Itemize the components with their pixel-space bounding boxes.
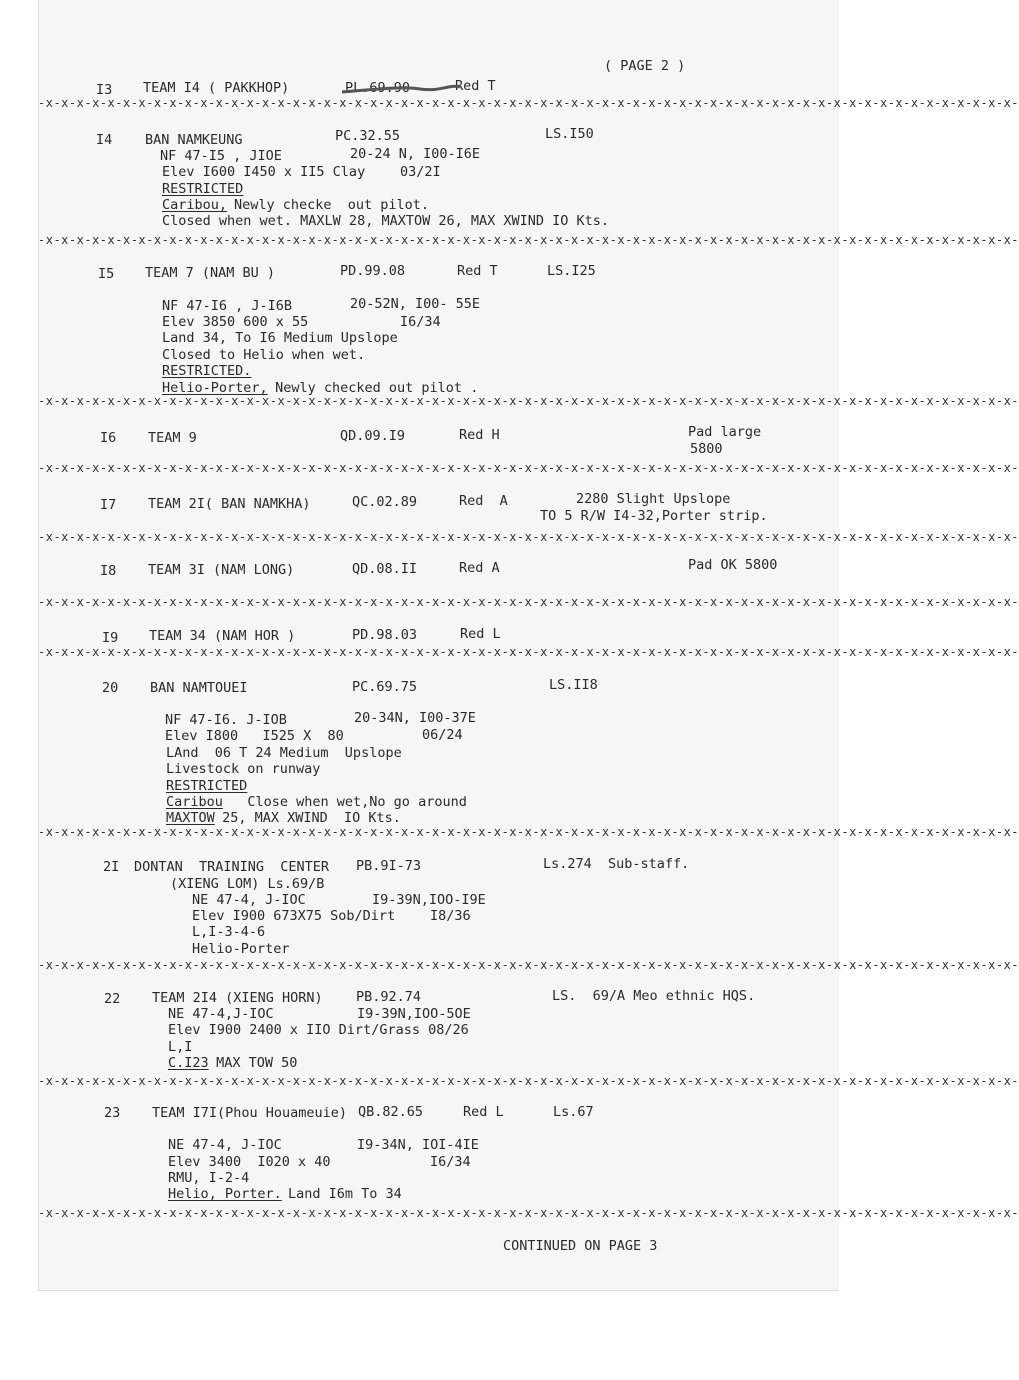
entry-21-runway: I8/36	[430, 908, 471, 924]
entry-21-chart: NE 47-4, J-IOC	[192, 892, 306, 908]
entry-15-latlong: 20-52N, I00- 55E	[350, 296, 481, 312]
entry-18-note: Red A	[459, 560, 500, 576]
entry-18-name: TEAM 3I (NAM LONG)	[148, 562, 295, 578]
entry-22-ls: LS. 69/A Meo ethnic HQS.	[552, 988, 756, 1004]
entry-20-chart: NF 47-I6. J-IOB	[165, 712, 287, 728]
entry-14-elev: Elev I600 I450 x II5 Clay	[162, 164, 366, 180]
page-number: ( PAGE 2 )	[604, 58, 686, 74]
entry-22-codes: L,I	[168, 1039, 193, 1055]
entry-15-landing: Land 34, To I6 Medium Upslope	[162, 330, 398, 346]
entry-19-name: TEAM 34 (NAM HOR )	[149, 628, 296, 644]
entry-18-coord: QD.08.II	[352, 561, 418, 577]
entry-16-remark-2: 5800	[690, 441, 723, 457]
entry-23-name: TEAM I7I(Phou Houameuie)	[152, 1105, 348, 1121]
entry-22-chart: NE 47-4,J-IOC	[168, 1006, 274, 1022]
entry-21-codes: L,I-3-4-6	[192, 924, 266, 940]
entry-21-number: 2I	[103, 859, 120, 875]
separator-line: -x-x-x-x-x-x-x-x-x-x-x-x-x-x-x-x-x-x-x-x-x-x-x-x-x-x-x-x-x-x-x-x-x-x-x-x-x-x-x-x-x-x-x-x-x-x-x-x-x-x-x-x-x-x-x-x-x-x-x-x-x-x-x-	[38, 530, 1019, 544]
separator-line: -x-x-x-x-x-x-x-x-x-x-x-x-x-x-x-x-x-x-x-x-x-x-x-x-x-x-x-x-x-x-x-x-x-x-x-x-x-x-x-x-x-x-x-x-x-x-x-x-x-x-x-x-x-x-x-x-x-x-x-x-x-x-x-	[38, 233, 1019, 247]
entry-20-ls: LS.II8	[549, 677, 598, 693]
entry-23-number: 23	[104, 1105, 121, 1121]
entry-15-number: I5	[98, 266, 115, 282]
entry-20-number: 20	[102, 680, 119, 696]
entry-15-note: Red T	[457, 263, 498, 279]
entry-15-coord: PD.99.08	[340, 263, 406, 279]
entry-14-latlong: 20-24 N, I00-I6E	[350, 146, 481, 162]
entry-23-ls: Ls.67	[553, 1104, 594, 1120]
entry-14-runway: 03/2I	[400, 164, 441, 180]
entry-21-coord: PB.9I-73	[356, 858, 422, 874]
entry-15-name: TEAM 7 (NAM BU )	[145, 265, 276, 281]
entry-20-hazard: Livestock on runway	[166, 761, 321, 777]
entry-20-restricted: RESTRICTED	[166, 778, 248, 794]
entry-15-pilot-note: Newly checked out pilot .	[267, 380, 479, 396]
separator-line: -x-x-x-x-x-x-x-x-x-x-x-x-x-x-x-x-x-x-x-x-x-x-x-x-x-x-x-x-x-x-x-x-x-x-x-x-x-x-x-x-x-x-x-x-x-x-x-x-x-x-x-x-x-x-x-x-x-x-x-x-x-x-x-	[38, 96, 1019, 110]
entry-22-latlong: I9-39N,IOO-5OE	[357, 1006, 471, 1022]
entry-17-note: Red A	[459, 493, 508, 509]
entry-20-elev: Elev I800 I525 X 80	[165, 728, 344, 744]
continuation-note: CONTINUED ON PAGE 3	[503, 1238, 658, 1254]
entry-14-pilot-note: Newly checke out pilot.	[234, 197, 430, 213]
separator-line: -x-x-x-x-x-x-x-x-x-x-x-x-x-x-x-x-x-x-x-x-x-x-x-x-x-x-x-x-x-x-x-x-x-x-x-x-x-x-x-x-x-x-x-x-x-x-x-x-x-x-x-x-x-x-x-x-x-x-x-x-x-x-x-	[38, 958, 1019, 972]
entry-23-runway: I6/34	[430, 1154, 471, 1170]
separator-line: -x-x-x-x-x-x-x-x-x-x-x-x-x-x-x-x-x-x-x-x-x-x-x-x-x-x-x-x-x-x-x-x-x-x-x-x-x-x-x-x-x-x-x-x-x-x-x-x-x-x-x-x-x-x-x-x-x-x-x-x-x-x-x-	[38, 1074, 1019, 1088]
entry-20-landing: LAnd 06 T 24 Medium Upslope	[166, 745, 402, 761]
entry-14-number: I4	[96, 132, 113, 148]
entry-15-elev: Elev 3850 600 x 55	[162, 314, 309, 330]
entry-20-latlong: 20-34N, I00-37E	[354, 710, 476, 726]
entry-15-restricted: RESTRICTED.	[162, 363, 252, 379]
entry-20-coord: PC.69.75	[352, 679, 418, 695]
entry-21-aircraft: Helio-Porter	[192, 941, 290, 957]
entry-17-number: I7	[100, 497, 117, 513]
entry-16-note: Red H	[459, 427, 500, 443]
entry-16-name: TEAM 9	[148, 430, 197, 446]
entry-20-maxtow-label: MAXTOW	[166, 810, 215, 826]
entry-23-coord: QB.82.65	[358, 1104, 424, 1120]
entry-21-latlong: I9-39N,IOO-I9E	[372, 892, 486, 908]
entry-14-limits: Closed when wet. MAXLW 28, MAXTOW 26, MAX XWIND IO Kts.	[162, 213, 610, 229]
entry-15-ls: LS.I25	[547, 263, 596, 279]
entry-22-coord: PB.92.74	[356, 989, 422, 1005]
separator-line: -x-x-x-x-x-x-x-x-x-x-x-x-x-x-x-x-x-x-x-x-x-x-x-x-x-x-x-x-x-x-x-x-x-x-x-x-x-x-x-x-x-x-x-x-x-x-x-x-x-x-x-x-x-x-x-x-x-x-x-x-x-x-x-	[38, 1206, 1019, 1220]
entry-20-aircraft: Caribou	[166, 794, 223, 810]
entry-19-note: Red L	[460, 626, 501, 642]
separator-line: -x-x-x-x-x-x-x-x-x-x-x-x-x-x-x-x-x-x-x-x-x-x-x-x-x-x-x-x-x-x-x-x-x-x-x-x-x-x-x-x-x-x-x-x-x-x-x-x-x-x-x-x-x-x-x-x-x-x-x-x-x-x-x-	[38, 461, 1019, 475]
separator-line: -x-x-x-x-x-x-x-x-x-x-x-x-x-x-x-x-x-x-x-x-x-x-x-x-x-x-x-x-x-x-x-x-x-x-x-x-x-x-x-x-x-x-x-x-x-x-x-x-x-x-x-x-x-x-x-x-x-x-x-x-x-x-x-	[38, 595, 1019, 609]
entry-20-runway: 06/24	[422, 727, 463, 743]
entry-15-aircraft: Helio-Porter,	[162, 380, 268, 396]
entry-14-name: BAN NAMKEUNG	[145, 132, 243, 148]
separator-line: -x-x-x-x-x-x-x-x-x-x-x-x-x-x-x-x-x-x-x-x-x-x-x-x-x-x-x-x-x-x-x-x-x-x-x-x-x-x-x-x-x-x-x-x-x-x-x-x-x-x-x-x-x-x-x-x-x-x-x-x-x-x-x-	[38, 645, 1019, 659]
entry-21-alt-name: (XIENG LOM) Ls.69/B	[170, 876, 325, 892]
entry-18-number: I8	[100, 563, 117, 579]
entry-19-coord: PD.98.03	[352, 627, 418, 643]
entry-13-name: TEAM I4 ( PAKKHOP)	[143, 80, 290, 96]
entry-13-note: Red T	[455, 78, 496, 94]
entry-16-number: I6	[100, 430, 117, 446]
entry-21-elev: Elev I900 673X75 Sob/Dirt	[192, 908, 396, 924]
entry-15-closure: Closed to Helio when wet.	[162, 347, 366, 363]
entry-20-closure: Close when wet,No go around	[223, 794, 467, 810]
entry-22-elev: Elev I900 2400 x IIO Dirt/Grass 08/26	[168, 1022, 469, 1038]
entry-17-remark-2: TO 5 R/W I4-32,Porter strip.	[540, 508, 768, 524]
entry-13-coord: PL.69.90	[345, 80, 411, 96]
entry-13-number: I3	[96, 82, 113, 98]
entry-16-coord: QD.09.I9	[340, 428, 406, 444]
entry-23-elev: Elev 3400 I020 x 40	[168, 1154, 331, 1170]
entry-14-restricted: RESTRICTED	[162, 181, 244, 197]
entry-16-remark: Pad large	[688, 424, 762, 440]
entry-17-coord: QC.02.89	[352, 494, 418, 510]
entry-14-ls: LS.I50	[545, 126, 594, 142]
entry-14-coord: PC.32.55	[335, 128, 401, 144]
entry-23-latlong: I9-34N, IOI-4IE	[357, 1137, 479, 1153]
entry-19-number: I9	[102, 630, 119, 646]
entry-22-number: 22	[104, 991, 121, 1007]
entry-14-chart: NF 47-I5 , JIOE	[160, 148, 282, 164]
entry-15-runway: I6/34	[400, 314, 441, 330]
entry-20-limits: 25, MAX XWIND IO Kts.	[214, 810, 401, 826]
entry-14-aircraft: Caribou,	[162, 197, 228, 213]
entry-23-note: Red L	[463, 1104, 504, 1120]
entry-23-landing: Land I6m To 34	[288, 1186, 402, 1202]
entry-20-name: BAN NAMTOUEI	[150, 680, 248, 696]
entry-18-remark: Pad OK 5800	[688, 557, 778, 573]
entry-23-codes: RMU, I-2-4	[168, 1170, 250, 1186]
entry-22-name: TEAM 2I4 (XIENG HORN)	[152, 990, 323, 1006]
entry-23-aircraft: Helio, Porter.	[168, 1186, 282, 1202]
separator-line: -x-x-x-x-x-x-x-x-x-x-x-x-x-x-x-x-x-x-x-x-x-x-x-x-x-x-x-x-x-x-x-x-x-x-x-x-x-x-x-x-x-x-x-x-x-x-x-x-x-x-x-x-x-x-x-x-x-x-x-x-x-x-x-	[38, 825, 1019, 839]
entry-15-chart: NF 47-I6 , J-I6B	[162, 298, 293, 314]
entry-17-name: TEAM 2I( BAN NAMKHA)	[148, 496, 311, 512]
entry-21-name: DONTAN TRAINING CENTER	[134, 859, 330, 875]
entry-22-limits: MAX TOW 50	[208, 1055, 298, 1071]
entry-21-ls: Ls.274 Sub-staff.	[543, 856, 690, 872]
separator-line: -x-x-x-x-x-x-x-x-x-x-x-x-x-x-x-x-x-x-x-x-x-x-x-x-x-x-x-x-x-x-x-x-x-x-x-x-x-x-x-x-x-x-x-x-x-x-x-x-x-x-x-x-x-x-x-x-x-x-x-x-x-x-x-	[38, 394, 1019, 408]
entry-23-chart: NE 47-4, J-IOC	[168, 1137, 282, 1153]
entry-17-remark: 2280 Slight Upslope	[576, 491, 731, 507]
entry-22-code-ref: C.I23	[168, 1055, 209, 1071]
